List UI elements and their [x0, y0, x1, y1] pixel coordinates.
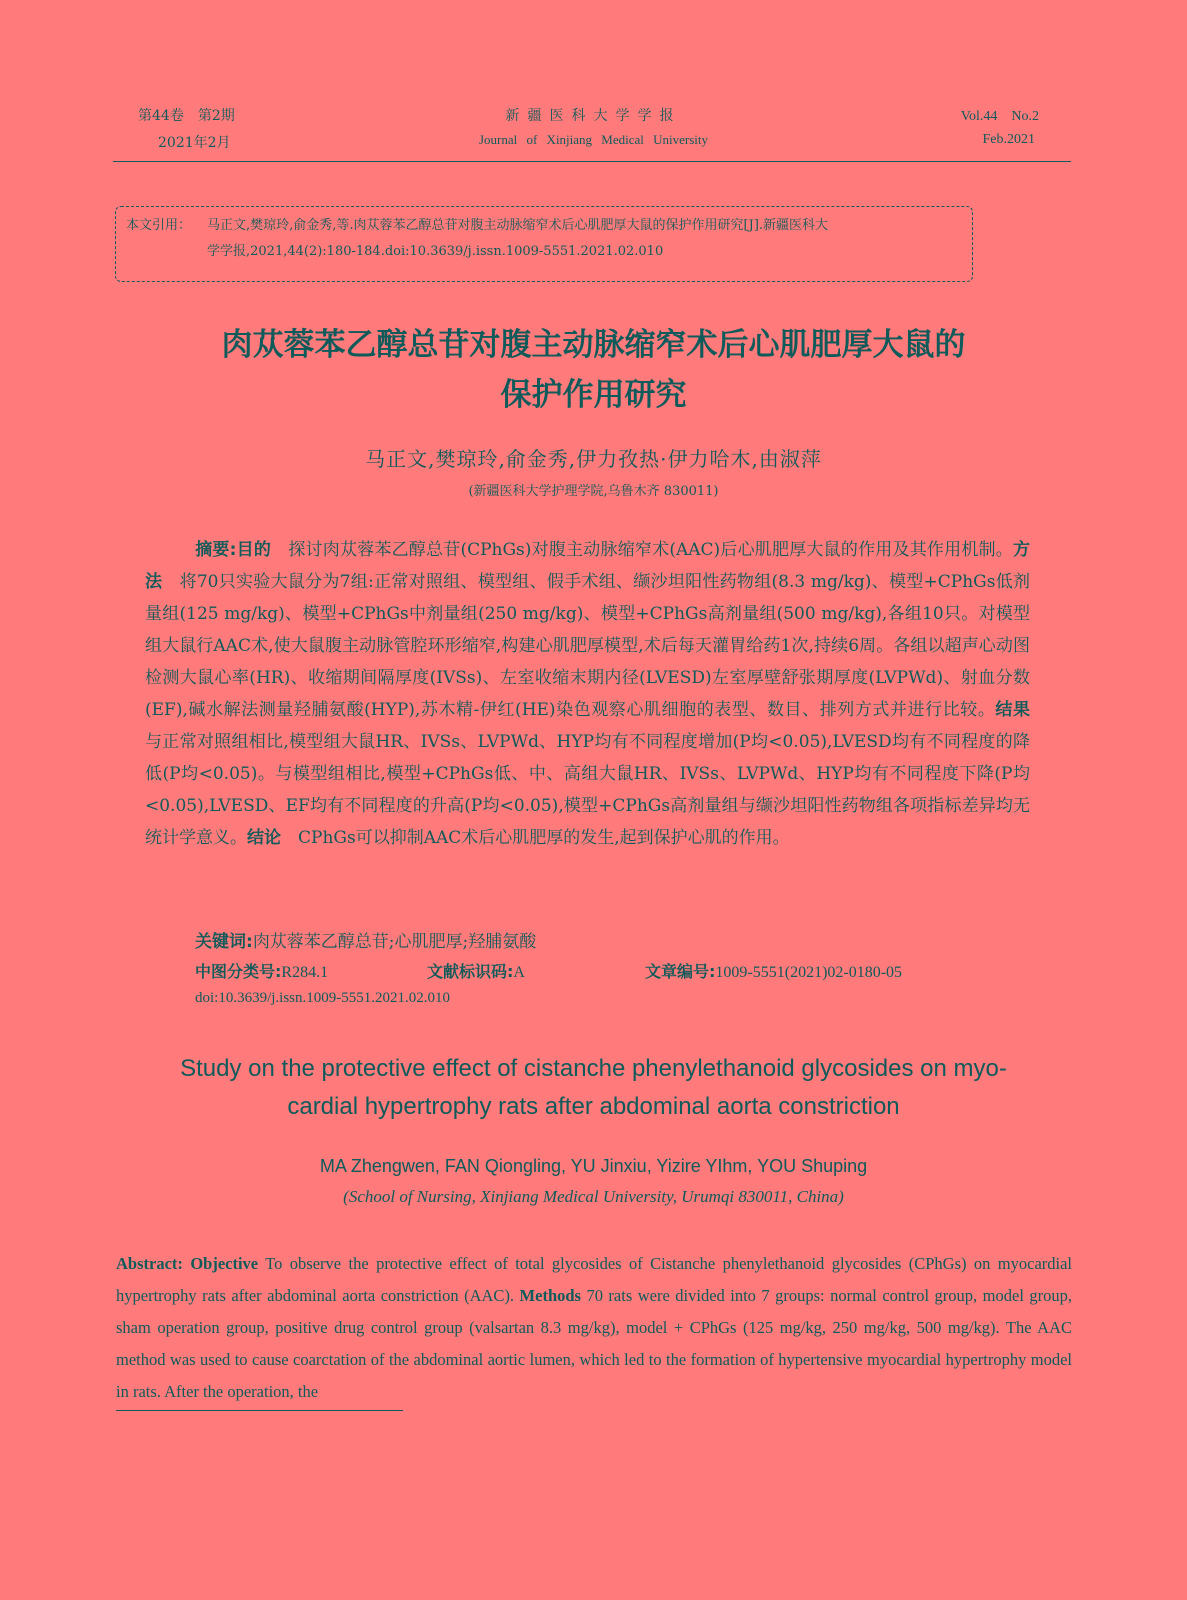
abstract-cn — [145, 534, 1030, 854]
clc-label: 中图分类号: — [195, 962, 282, 981]
results-cn-text: 与正常对照组相比,模型组大鼠HR、IVSs、LVPWd、HYP均有不同程度增加(P均<0.05),LVESD均有不同程度的降低(P均<0.05)。与模型组相比,模型+CPhGs低、中、高组大鼠HR、IVSs、LVPWd、HYP均有不同程度下降(P均<0.05),LVESD、EF均有不同程度的升高(P均<0.05),模型+CPhGs高剂量组与缬沙坦阳性药物组各项指标差异均无统计学意义。 — [145, 732, 1031, 848]
keywords-label: 关键词: — [195, 932, 253, 952]
affiliation-en: (School of Nursing, Xinjiang Medical University, Urumqi 830011, China) — [343, 1187, 844, 1206]
paper-title-en-line1: Study on the protective effect of cistanche phenylethanoid glycosides on myo- — [180, 1055, 1007, 1082]
keywords-cn — [195, 927, 536, 952]
authors-en: MA Zhengwen, FAN Qiongling, YU Jinxiu, Yizire YIhm, YOU Shuping — [319, 1156, 868, 1176]
methods-en-text: 70 rats were divided into 7 groups: normal control group, model group, sham operation group, positive drug control group (valsartan 8.3 mg/kg), model + CPhGs (125 mg/kg, 250 mg/kg, 500 mg/kg). The AAC method was used to cause coarctation of the abdominal aortic lumen, which led to the formation of hypertensive myocardial hypertrophy model in rats. After the operation, the — [116, 1286, 1072, 1401]
methods-cn-label: 方法 — [145, 540, 1030, 592]
clc-value: R284.1 — [281, 964, 329, 981]
article-number-label: 文章编号: — [645, 962, 716, 981]
conclusion-cn-text: CPhGs可以抑制AAC术后心肌肥厚的发生,起到保护心肌的作用。 — [298, 828, 790, 848]
journal-volume-issue-cn: 第44卷 第2期 — [138, 108, 235, 124]
journal-volume-issue-en: Vol.44 No.2 — [960, 109, 1039, 124]
conclusion-cn-label: 结论 — [247, 828, 281, 848]
journal-name-cn: 新疆医科大学学报 — [505, 108, 682, 124]
journal-name-en: Journal of Xinjiang Medical University — [478, 132, 709, 147]
objective-en-text: To observe the protective effect of total glycosides of Cistanche phenylethanoid glycosides (CPhGs) on myocardial hypertrophy rats after abdominal aorta constriction (AAC). — [116, 1254, 1073, 1305]
journal-date-cn: 2021年2月 — [158, 135, 231, 151]
header-rule — [113, 161, 1071, 162]
methods-en-label: Methods — [519, 1286, 581, 1305]
affiliation-cn: (新疆医科大学护理学院,乌鲁木齐 830011) — [468, 484, 719, 499]
methods-cn-text: 将70只实验大鼠分为7组:正常对照组、模型组、假手术组、缬沙坦阳性药物组(8.3 mg/kg)、模型+CPhGs低剂量组(125 mg/kg)、模型+CPhGs中剂量组(250 mg/kg)、模型+CPhGs高剂量组(500 mg/kg),各组10只。对模型组大鼠行AAC术,使大鼠腹主动脉管腔环形缩窄,构建心肌肥厚模型,术后每天灌胃给药1次,持续6周。各组以超声心动图检测大鼠心率(HR)、收缩期间隔厚度(IVSs)、左室收缩末期内径(LVESD)左室厚壁舒张期厚度(LVPWd)、射血分数(EF),碱水解法测量羟脯氨酸(HYP),苏木精-伊红(HE)染色观察心肌细胞的表型、数目、排列方式并进行比较。 — [145, 572, 1031, 720]
doi: doi:10.3639/j.issn.1009-5551.2021.02.010 — [195, 990, 451, 1006]
paper-title-cn — [0, 320, 1187, 420]
abstract-en-label: Abstract: — [116, 1254, 183, 1273]
results-cn-label: 结果 — [995, 700, 1030, 720]
citation-text-line1: 马正文,樊琼玲,俞金秀,等.肉苁蓉苯乙醇总苷对腹主动脉缩窄术后心肌肥厚大鼠的保护作用研究[J].新疆医科大 — [207, 218, 829, 233]
paper-title-cn-line1: 肉苁蓉苯乙醇总苷对腹主动脉缩窄术后心肌肥厚大鼠的 — [221, 327, 966, 363]
doc-code-value: A — [513, 964, 525, 981]
authors-cn: 马正文,樊琼玲,俞金秀,伊力孜热·伊力哈木,由淑萍 — [365, 447, 822, 471]
objective-cn-label: 目的 — [236, 540, 272, 560]
article-number-value: 1009-5551(2021)02-0180-05 — [715, 964, 903, 981]
abstract-cn-label: 摘要: — [195, 540, 237, 560]
paper-title-en-line2: cardial hypertrophy rats after abdominal aorta constriction — [287, 1093, 900, 1120]
objective-en-label: Objective — [190, 1254, 259, 1273]
keywords-value: 肉苁蓉苯乙醇总苷;心肌肥厚;羟脯氨酸 — [252, 932, 537, 952]
abstract-en — [116, 1248, 1072, 1408]
citation-text-line2: 学学报,2021,44(2):180-184.doi:10.3639/j.issn.1009-5551.2021.02.010 — [207, 244, 664, 259]
objective-cn-text: 探讨肉苁蓉苯乙醇总苷(CPhGs)对腹主动脉缩窄术(AAC)后心肌肥厚大鼠的作用及其作用机制。 — [288, 540, 1013, 560]
paper-title-en — [0, 1050, 1187, 1126]
journal-date-en: Feb.2021 — [982, 132, 1035, 147]
footnote-rule — [116, 1410, 403, 1411]
doc-code-label: 文献标识码: — [427, 962, 514, 981]
paper-title-cn-line2: 保护作用研究 — [500, 377, 687, 413]
citation-label: 本文引用： — [126, 218, 192, 233]
